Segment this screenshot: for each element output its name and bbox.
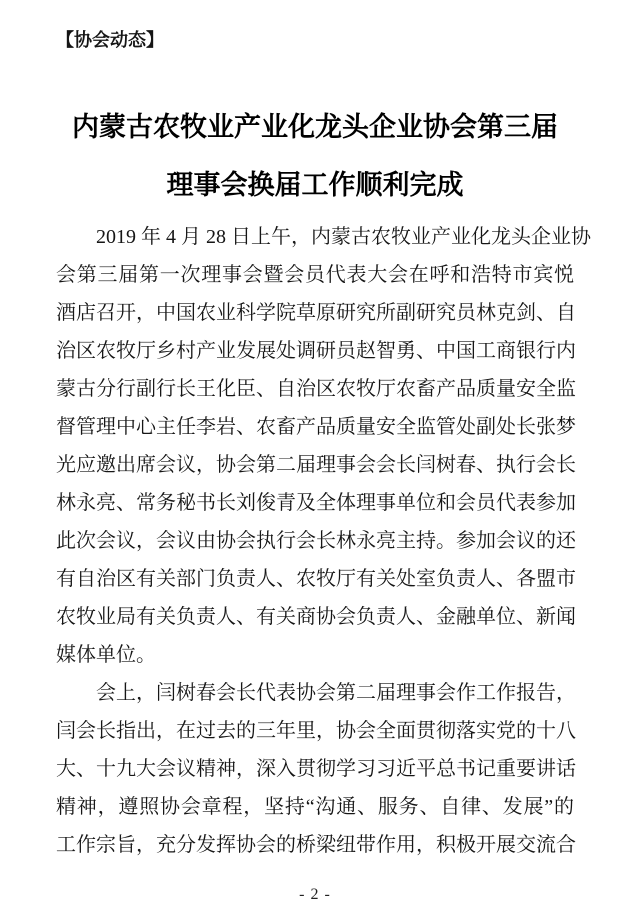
paragraph-1-line: 林永亮、常务秘书长刘俊青及全体理事单位和会员代表参加	[56, 492, 576, 514]
paragraph-2-line: 大、十九大会议精神，深入贯彻学习习近平总书记重要讲话	[56, 758, 576, 780]
paragraph-2-line: 会上，闫树春会长代表协会第二届理事会作工作报告，	[96, 682, 576, 704]
paragraph-1-line: 此次会议，会议由协会执行会长林永亮主持。参加会议的还	[56, 530, 576, 552]
paragraph-2-line: 精神，遵照协会章程，坚持“沟通、服务、自律、发展”的	[56, 796, 574, 818]
title-line-2: 理事会换届工作顺利完成	[166, 170, 464, 200]
paragraph-1-line: 有自治区有关部门负责人、农牧厅有关处室负责人、各盟市	[56, 568, 576, 590]
paragraph-1-line: 蒙古分行副行长王化臣、自治区农牧厅农畜产品质量安全监	[56, 378, 576, 400]
paragraph-2-line: 工作宗旨，充分发挥协会的桥梁纽带作用，积极开展交流合	[56, 834, 576, 856]
document-body	[56, 218, 591, 864]
paragraph-1-line: 2019 年 4 月 28 日上午，内蒙古农牧业产业化龙头企业协	[96, 226, 591, 248]
paragraph-1-line: 督管理中心主任李岩、农畜产品质量安全监管处副处长张梦	[56, 416, 576, 438]
document-title	[56, 98, 574, 214]
paragraph-1-line: 会第三届第一次理事会暨会员代表大会在呼和浩特市宾悦	[56, 264, 574, 286]
paragraph-1-line: 农牧业局有关负责人、有关商协会负责人、金融单位、新闻	[56, 606, 576, 628]
paragraph-1-line: 光应邀出席会议，协会第二届理事会会长闫树春、执行会长	[56, 454, 576, 476]
paragraph-1-line: 治区农牧厅乡村产业发展处调研员赵智勇、中国工商银行内	[56, 340, 576, 362]
paragraph-1-line: 酒店召开，中国农业科学院草原研究所副研究员林克剑、自	[56, 302, 576, 324]
paragraph-1-line: 媒体单位。	[56, 644, 156, 666]
section-tag: 【协会动态】	[56, 30, 164, 50]
paragraph-2-line: 闫会长指出，在过去的三年里，协会全面贯彻落实党的十八	[56, 720, 576, 742]
title-line-1: 内蒙古农牧业产业化龙头企业协会第三届	[72, 112, 558, 142]
page-number: - 2 -	[299, 886, 331, 903]
